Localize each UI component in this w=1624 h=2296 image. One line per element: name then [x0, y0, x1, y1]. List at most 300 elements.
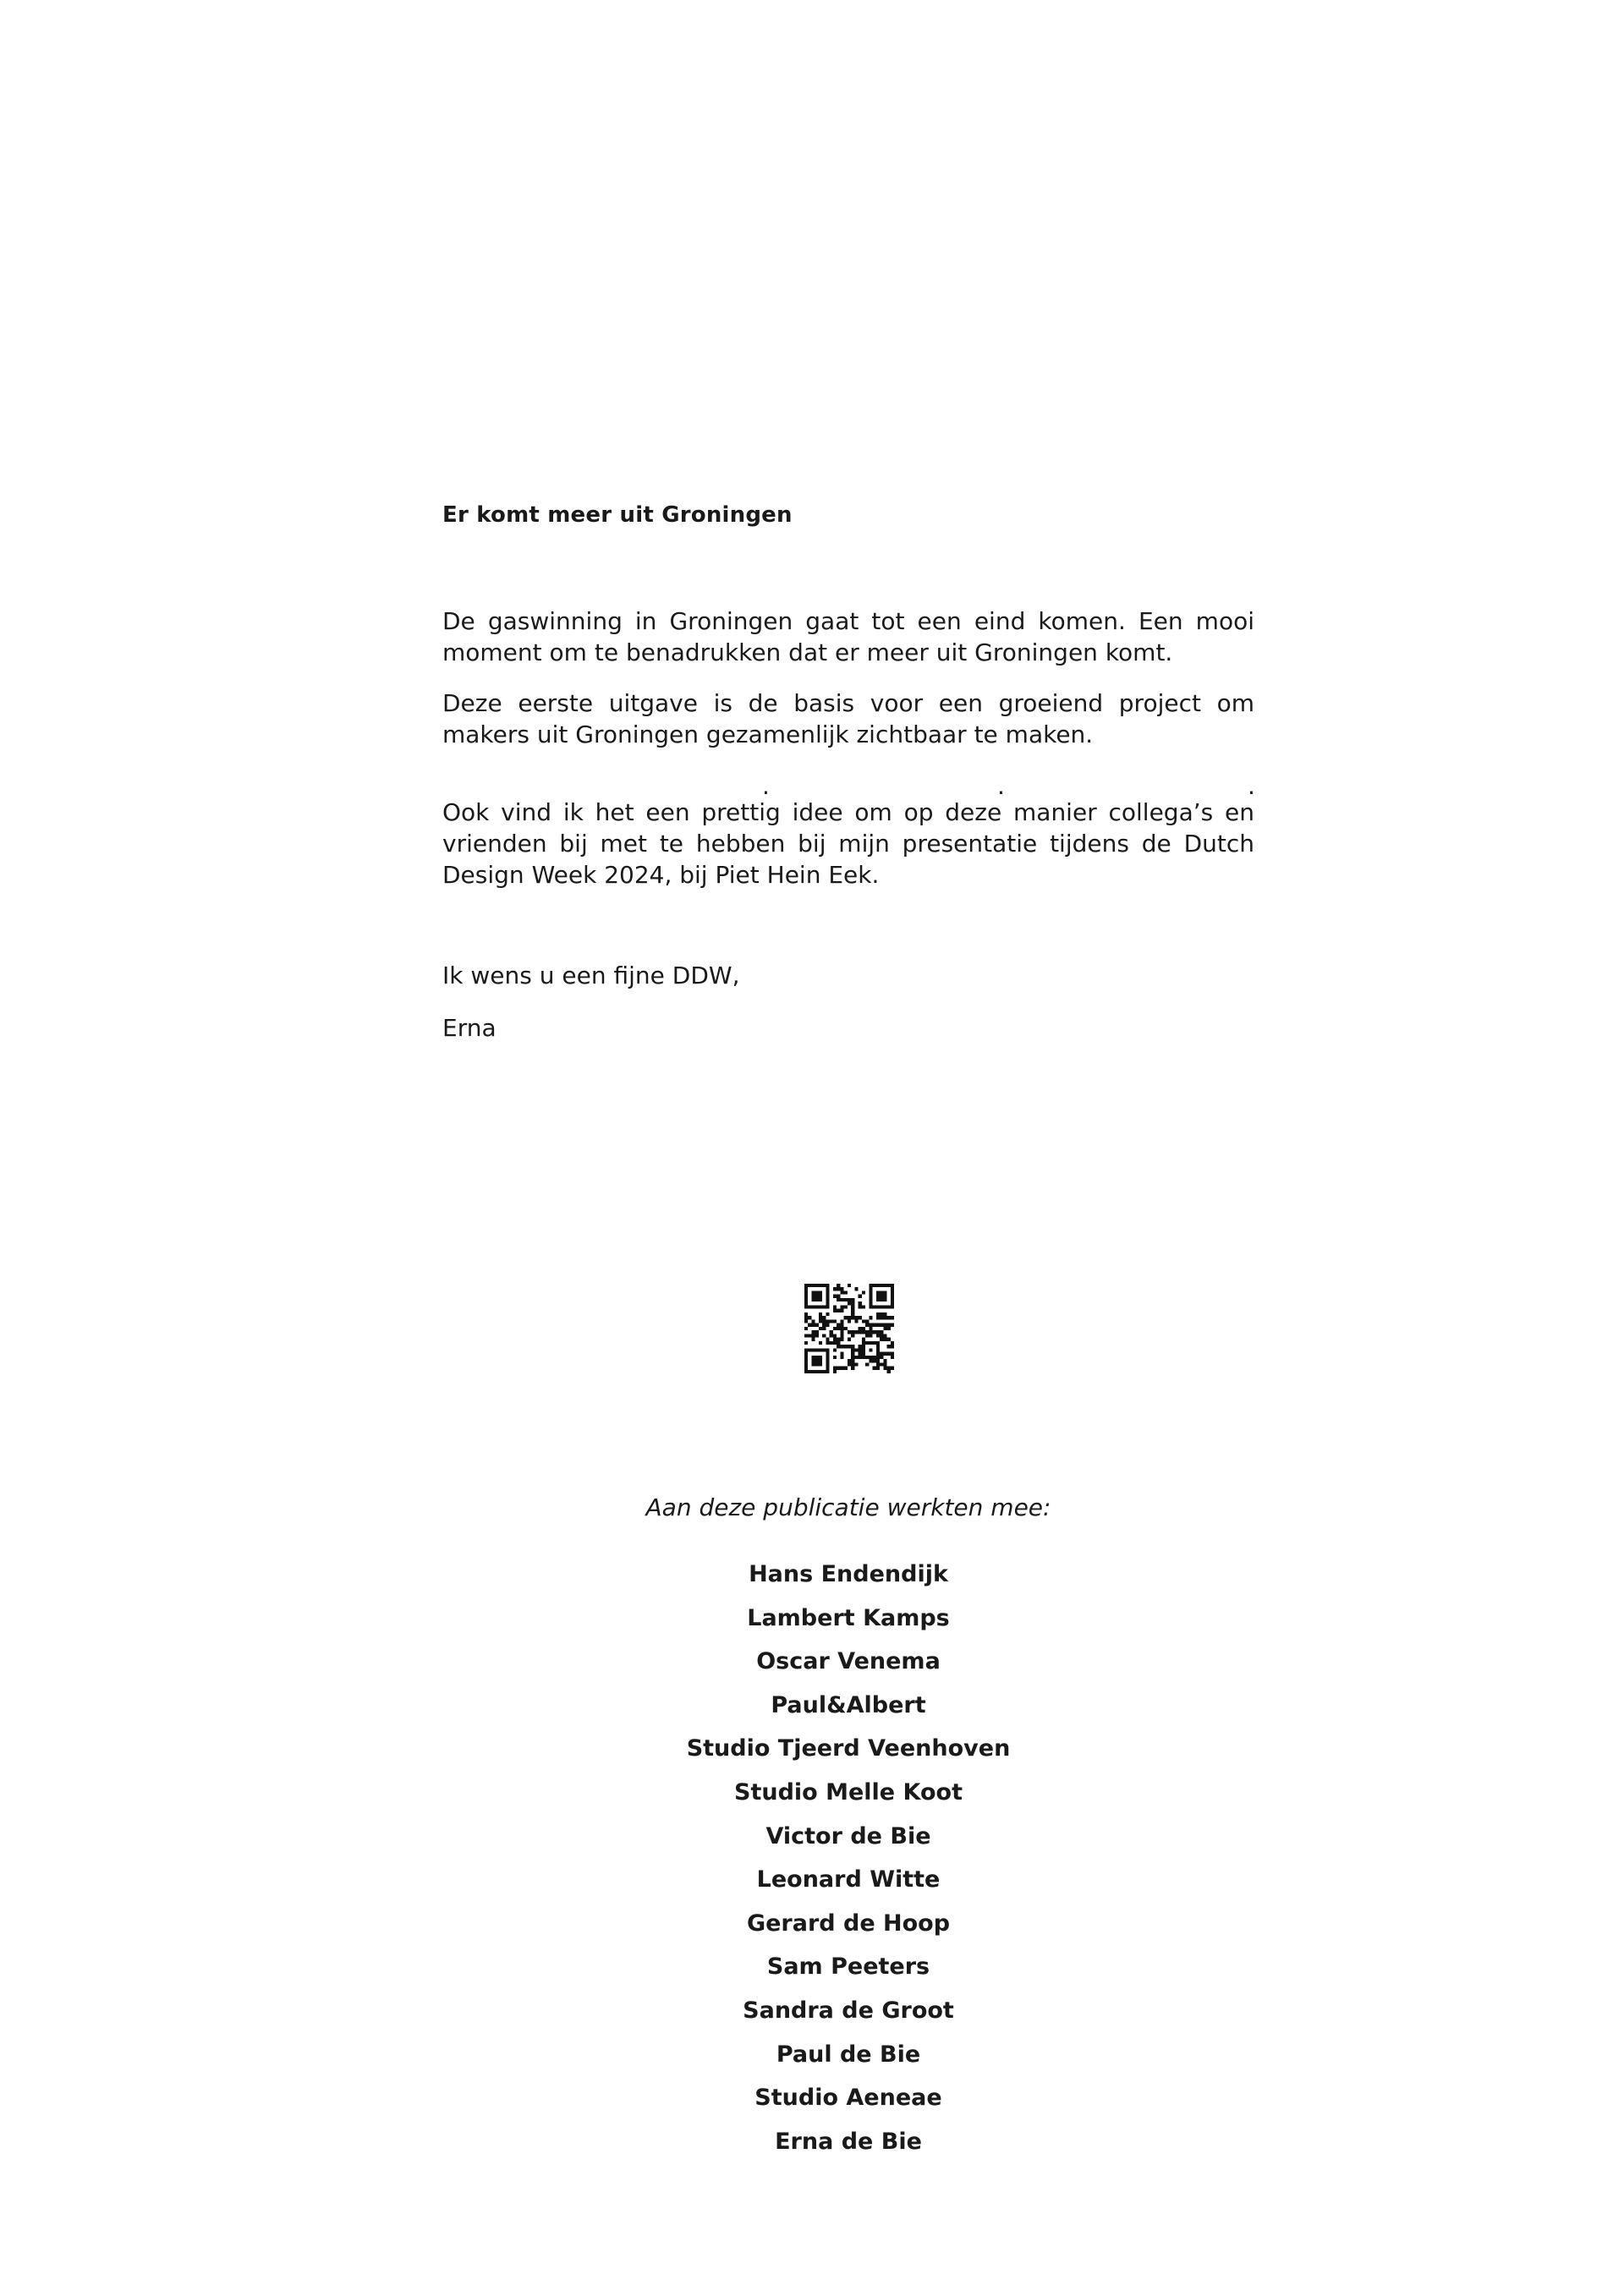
- qr-module: [876, 1305, 880, 1308]
- qr-module: [840, 1367, 843, 1370]
- qr-module: [869, 1287, 872, 1290]
- qr-module: [804, 1370, 808, 1373]
- qr-module: [804, 1312, 808, 1316]
- qr-module: [844, 1367, 848, 1370]
- qr-module: [873, 1341, 876, 1345]
- qr-module: [876, 1323, 880, 1327]
- qr-module: [891, 1301, 894, 1305]
- qr-module: [851, 1309, 854, 1312]
- qr-module: [876, 1367, 880, 1370]
- qr-module: [873, 1356, 876, 1359]
- paragraph-3: Ook vind ik het een prettig idee om op deze manier collega’s en vrienden bij met te hebben bij mijn presentatie tijdens de Dutch Design Week 2024, bij Piet Hein Eek.: [442, 798, 1254, 889]
- qr-module: [891, 1345, 894, 1348]
- qr-module: [819, 1359, 822, 1362]
- qr-module: [851, 1359, 854, 1362]
- paragraph-1: De gaswinning in Groningen gaat tot een eind komen. Een mooi moment om te benadrukken dat er meer uit Groningen komt.: [442, 607, 1254, 666]
- qr-module: [891, 1323, 894, 1327]
- qr-module: [880, 1352, 883, 1356]
- qr-module: [822, 1319, 826, 1323]
- qr-module: [883, 1359, 886, 1362]
- qr-module: [844, 1305, 848, 1308]
- qr-module: [811, 1295, 815, 1298]
- credit-name: Victor de Bie: [765, 1822, 931, 1849]
- qr-module: [811, 1356, 815, 1359]
- qr-module: [804, 1301, 808, 1305]
- qr-module: [859, 1345, 862, 1348]
- qr-module: [837, 1287, 840, 1290]
- qr-module: [883, 1362, 886, 1366]
- qr-module: [880, 1338, 883, 1341]
- qr-module: [887, 1327, 891, 1330]
- qr-module: [854, 1287, 858, 1290]
- qr-module: [811, 1338, 815, 1341]
- qr-module: [833, 1341, 837, 1345]
- qr-module: [815, 1362, 819, 1366]
- qr-module: [819, 1319, 822, 1323]
- qr-module: [811, 1290, 815, 1294]
- qr-module: [826, 1359, 829, 1362]
- credit-name: Leonard Witte: [756, 1866, 941, 1893]
- qr-module: [880, 1295, 883, 1298]
- qr-module: [851, 1334, 854, 1337]
- qr-module: [815, 1334, 819, 1337]
- qr-module: [848, 1330, 851, 1334]
- qr-module: [804, 1359, 808, 1362]
- qr-module: [815, 1323, 819, 1327]
- qr-module: [887, 1316, 891, 1319]
- qr-module: [887, 1323, 891, 1327]
- qr-module: [876, 1334, 880, 1337]
- qr-module: [819, 1348, 822, 1351]
- qr-module: [837, 1309, 840, 1312]
- qr-module: [837, 1327, 840, 1330]
- qr-module: [876, 1348, 880, 1351]
- qr-module: [865, 1330, 869, 1334]
- qr-module: [811, 1319, 815, 1323]
- qr-module: [880, 1330, 883, 1334]
- qr-module: [859, 1352, 862, 1356]
- closing-line: Ik wens u een fijne DDW,: [442, 962, 740, 989]
- qr-module: [826, 1290, 829, 1294]
- qr-module: [804, 1287, 808, 1290]
- qr-module: [851, 1362, 854, 1366]
- qr-module: [891, 1290, 894, 1294]
- qr-module: [859, 1295, 862, 1298]
- qr-module: [819, 1327, 822, 1330]
- qr-module: [848, 1284, 851, 1287]
- credit-name: Erna de Bie: [775, 2128, 922, 2155]
- qr-module: [891, 1341, 894, 1345]
- qr-module: [808, 1323, 811, 1327]
- qr-module: [880, 1290, 883, 1294]
- qr-module: [876, 1356, 880, 1359]
- qr-code-graphic: [804, 1284, 894, 1373]
- qr-module: [883, 1290, 886, 1294]
- qr-module: [851, 1348, 854, 1351]
- qr-module: [833, 1309, 837, 1312]
- qr-module: [883, 1312, 886, 1316]
- qr-module: [826, 1338, 829, 1341]
- qr-module: [883, 1334, 886, 1337]
- qr-module: [851, 1352, 854, 1356]
- stray-dot: .: [762, 772, 770, 800]
- qr-module: [880, 1298, 883, 1301]
- qr-module: [833, 1287, 837, 1290]
- qr-module: [826, 1295, 829, 1298]
- qr-module: [854, 1356, 858, 1359]
- qr-module: [854, 1316, 858, 1319]
- qr-module: [840, 1330, 843, 1334]
- qr-module: [826, 1284, 829, 1287]
- qr-module: [837, 1341, 840, 1345]
- qr-module: [883, 1338, 886, 1341]
- qr-module: [819, 1370, 822, 1373]
- qr-module: [859, 1330, 862, 1334]
- qr-module: [873, 1323, 876, 1327]
- qr-module: [865, 1341, 869, 1345]
- qr-module: [859, 1305, 862, 1308]
- qr-module: [869, 1330, 872, 1334]
- qr-module: [862, 1330, 865, 1334]
- qr-module: [851, 1345, 854, 1348]
- qr-module: [891, 1305, 894, 1308]
- qr-module: [865, 1362, 869, 1366]
- qr-module: [862, 1356, 865, 1359]
- qr-module: [808, 1316, 811, 1319]
- qr-module: [819, 1312, 822, 1316]
- qr-module: [862, 1352, 865, 1356]
- qr-module: [859, 1356, 862, 1359]
- qr-module: [833, 1305, 837, 1308]
- qr-module: [848, 1319, 851, 1323]
- qr-module: [811, 1298, 815, 1301]
- qr-module: [865, 1323, 869, 1327]
- qr-module: [865, 1356, 869, 1359]
- qr-module: [859, 1316, 862, 1319]
- qr-module: [804, 1316, 808, 1319]
- qr-module: [880, 1323, 883, 1327]
- qr-module: [840, 1327, 843, 1330]
- qr-module: [808, 1348, 811, 1351]
- credit-name: Studio Aeneae: [754, 2085, 942, 2112]
- qr-module: [851, 1356, 854, 1359]
- qr-module: [840, 1352, 843, 1356]
- qr-module: [840, 1305, 843, 1308]
- qr-module: [887, 1338, 891, 1341]
- qr-module: [808, 1370, 811, 1373]
- qr-module: [840, 1356, 843, 1359]
- qr-module: [873, 1284, 876, 1287]
- qr-module: [819, 1295, 822, 1298]
- qr-module: [804, 1367, 808, 1370]
- qr-module: [833, 1327, 837, 1330]
- qr-module: [876, 1298, 880, 1301]
- qr-module: [830, 1334, 833, 1337]
- qr-module: [826, 1367, 829, 1370]
- qr-module: [887, 1284, 891, 1287]
- qr-module: [869, 1334, 872, 1337]
- credit-name: Studio Melle Koot: [734, 1778, 963, 1806]
- qr-module: [873, 1330, 876, 1334]
- qr-module: [887, 1370, 891, 1373]
- stray-dots: [442, 772, 1255, 800]
- qr-module: [854, 1362, 858, 1366]
- qr-module: [891, 1367, 894, 1370]
- qr-module: [804, 1298, 808, 1301]
- qr-module: [804, 1319, 808, 1323]
- qr-module: [869, 1301, 872, 1305]
- qr-module: [869, 1284, 872, 1287]
- qr-module: [819, 1356, 822, 1359]
- qr-module: [815, 1348, 819, 1351]
- qr-module: [811, 1284, 815, 1287]
- qr-module: [808, 1334, 811, 1337]
- qr-module: [811, 1305, 815, 1308]
- qr-module: [833, 1295, 837, 1298]
- qr-module: [830, 1341, 833, 1345]
- qr-module: [883, 1295, 886, 1298]
- qr-module: [804, 1334, 808, 1337]
- qr-module: [840, 1298, 843, 1301]
- qr-module: [811, 1362, 815, 1366]
- qr-module: [848, 1338, 851, 1341]
- qr-module: [815, 1290, 819, 1294]
- qr-module: [822, 1323, 826, 1327]
- qr-module: [869, 1356, 872, 1359]
- qr-module: [815, 1305, 819, 1308]
- qr-module: [804, 1356, 808, 1359]
- qr-module: [837, 1338, 840, 1341]
- qr-module: [869, 1298, 872, 1301]
- qr-module: [880, 1356, 883, 1359]
- qr-module: [883, 1284, 886, 1287]
- qr-module: [880, 1305, 883, 1308]
- qr-module: [876, 1359, 880, 1362]
- qr-module: [862, 1305, 865, 1308]
- qr-module: [833, 1338, 837, 1341]
- qr-module: [859, 1327, 862, 1330]
- qr-module: [883, 1298, 886, 1301]
- qr-module: [891, 1284, 894, 1287]
- stray-dot: .: [997, 772, 1005, 800]
- credit-name: Sandra de Groot: [743, 1997, 954, 2024]
- qr-module: [883, 1352, 886, 1356]
- qr-module: [848, 1316, 851, 1319]
- qr-module: [833, 1356, 837, 1359]
- qr-module: [862, 1338, 865, 1341]
- qr-module: [826, 1287, 829, 1290]
- paragraph-2: Deze eerste uitgave is de basis voor een groeiend project om makers uit Groningen gezamenlijk zichtbaar te maken.: [442, 689, 1254, 748]
- qr-module: [826, 1362, 829, 1366]
- qr-module: [869, 1327, 872, 1330]
- qr-module: [859, 1301, 862, 1305]
- qr-module: [804, 1348, 808, 1351]
- qr-module: [826, 1319, 829, 1323]
- qr-module: [833, 1370, 837, 1373]
- qr-module: [811, 1330, 815, 1334]
- qr-module: [891, 1298, 894, 1301]
- qr-module: [862, 1327, 865, 1330]
- qr-module: [815, 1295, 819, 1298]
- qr-module: [837, 1298, 840, 1301]
- qr-module: [840, 1323, 843, 1327]
- qr-module: [840, 1334, 843, 1337]
- qr-module: [880, 1312, 883, 1316]
- qr-module: [804, 1341, 808, 1345]
- qr-module: [822, 1334, 826, 1337]
- credits-list: [0, 1560, 1624, 2171]
- qr-module: [837, 1295, 840, 1298]
- credit-name: Gerard de Hoop: [746, 1910, 951, 1937]
- qr-module: [822, 1327, 826, 1330]
- qr-module: [837, 1284, 840, 1287]
- qr-module: [887, 1345, 891, 1348]
- qr-module: [859, 1348, 862, 1351]
- credit-name: Paul de Bie: [776, 2041, 921, 2068]
- qr-module: [833, 1334, 837, 1337]
- qr-module: [819, 1298, 822, 1301]
- qr-module: [840, 1287, 843, 1290]
- credit-name: Studio Tjeerd Veenhoven: [686, 1735, 1011, 1762]
- qr-module: [819, 1305, 822, 1308]
- qr-module: [804, 1290, 808, 1294]
- qr-module: [819, 1362, 822, 1366]
- qr-module: [891, 1352, 894, 1356]
- qr-module: [862, 1341, 865, 1345]
- qr-module: [815, 1370, 819, 1373]
- qr-module: [869, 1348, 872, 1351]
- qr-module: [851, 1367, 854, 1370]
- qr-module: [862, 1319, 865, 1323]
- qr-module: [869, 1341, 872, 1345]
- qr-module: [822, 1370, 826, 1373]
- qr-module: [844, 1290, 848, 1294]
- qr-module: [837, 1345, 840, 1348]
- credit-name: Hans Endendijk: [749, 1561, 948, 1587]
- qr-module: [876, 1330, 880, 1334]
- qr-module: [851, 1316, 854, 1319]
- qr-module: [869, 1323, 872, 1327]
- qr-module: [862, 1290, 865, 1294]
- qr-code-icon[interactable]: [804, 1284, 894, 1373]
- qr-module: [854, 1330, 858, 1334]
- qr-module: [891, 1316, 894, 1319]
- qr-module: [883, 1323, 886, 1327]
- qr-module: [811, 1334, 815, 1337]
- qr-module: [826, 1312, 829, 1316]
- qr-module: [873, 1367, 876, 1370]
- qr-module: [826, 1348, 829, 1351]
- qr-module: [891, 1356, 894, 1359]
- qr-module: [830, 1319, 833, 1323]
- qr-module: [851, 1330, 854, 1334]
- qr-module: [815, 1359, 819, 1362]
- qr-module: [880, 1334, 883, 1337]
- qr-module: [876, 1316, 880, 1319]
- qr-module: [891, 1287, 894, 1290]
- qr-module: [822, 1305, 826, 1308]
- page-title: Er komt meer uit Groningen: [442, 502, 793, 528]
- qr-module: [811, 1370, 815, 1373]
- qr-module: [826, 1341, 829, 1345]
- qr-module: [865, 1334, 869, 1337]
- qr-module: [840, 1319, 843, 1323]
- qr-module: [876, 1284, 880, 1287]
- qr-module: [854, 1348, 858, 1351]
- qr-module: [811, 1348, 815, 1351]
- qr-module: [887, 1352, 891, 1356]
- qr-module: [833, 1367, 837, 1370]
- qr-module: [851, 1312, 854, 1316]
- qr-module: [804, 1362, 808, 1366]
- qr-module: [840, 1290, 843, 1294]
- qr-module: [876, 1352, 880, 1356]
- qr-module: [869, 1316, 872, 1319]
- stray-dot: .: [1248, 772, 1255, 800]
- qr-module: [844, 1316, 848, 1319]
- qr-module: [826, 1352, 829, 1356]
- qr-module: [819, 1290, 822, 1294]
- qr-module: [865, 1319, 869, 1323]
- qr-module: [869, 1305, 872, 1308]
- qr-module: [876, 1362, 880, 1366]
- signature: Erna: [442, 1014, 497, 1042]
- qr-module: [804, 1327, 808, 1330]
- qr-module: [883, 1316, 886, 1319]
- qr-module: [862, 1348, 865, 1351]
- qr-module: [815, 1330, 819, 1334]
- qr-module: [822, 1316, 826, 1319]
- qr-module: [826, 1323, 829, 1327]
- qr-module: [851, 1305, 854, 1308]
- credit-name: Sam Peeters: [766, 1954, 930, 1981]
- qr-module: [880, 1284, 883, 1287]
- qr-module: [826, 1298, 829, 1301]
- credit-name: Oscar Venema: [756, 1648, 941, 1675]
- qr-module: [848, 1362, 851, 1366]
- qr-module: [826, 1305, 829, 1308]
- qr-module: [887, 1367, 891, 1370]
- qr-module: [844, 1345, 848, 1348]
- qr-module: [876, 1312, 880, 1316]
- qr-module: [826, 1356, 829, 1359]
- qr-module: [815, 1298, 819, 1301]
- qr-module: [837, 1367, 840, 1370]
- qr-module: [815, 1284, 819, 1287]
- qr-module: [833, 1319, 837, 1323]
- qr-module: [815, 1356, 819, 1359]
- qr-module: [840, 1338, 843, 1341]
- qr-module: [804, 1284, 808, 1287]
- qr-module: [804, 1352, 808, 1356]
- qr-module: [840, 1309, 843, 1312]
- qr-module: [826, 1301, 829, 1305]
- qr-module: [819, 1284, 822, 1287]
- qr-module: [854, 1319, 858, 1323]
- credit-name: Paul&Albert: [771, 1691, 926, 1718]
- qr-module: [811, 1359, 815, 1362]
- qr-module: [880, 1362, 883, 1366]
- qr-module: [844, 1298, 848, 1301]
- qr-module: [848, 1298, 851, 1301]
- qr-module: [804, 1295, 808, 1298]
- qr-module: [887, 1305, 891, 1308]
- qr-module: [883, 1367, 886, 1370]
- qr-module: [873, 1305, 876, 1308]
- qr-module: [844, 1327, 848, 1330]
- qr-module: [873, 1359, 876, 1362]
- qr-module: [869, 1290, 872, 1294]
